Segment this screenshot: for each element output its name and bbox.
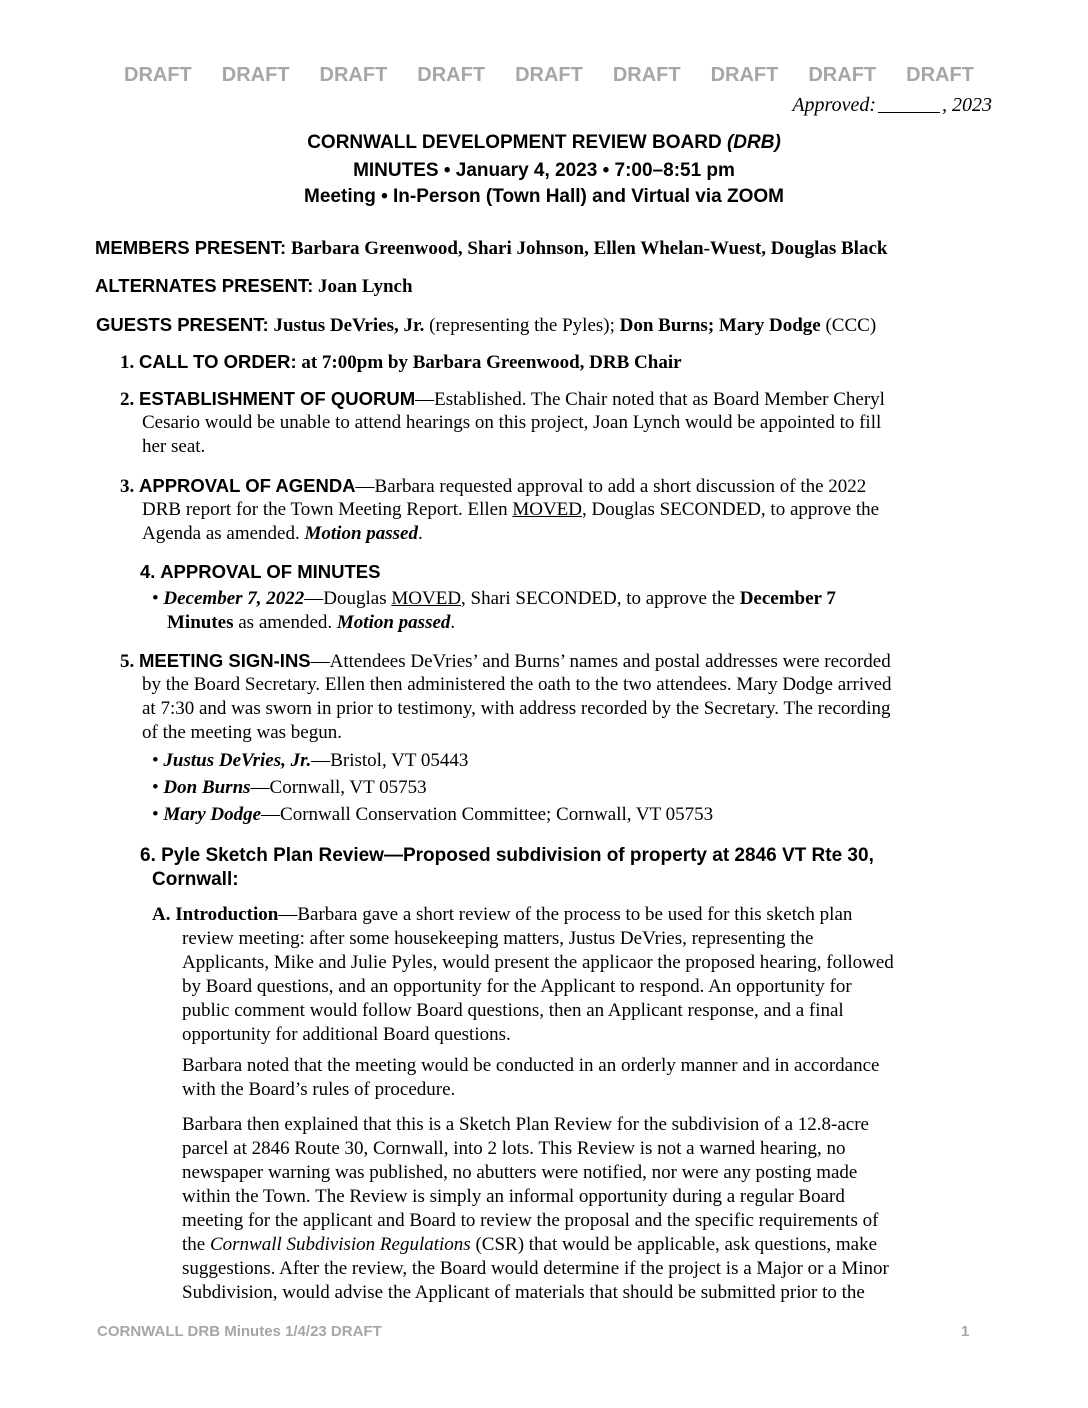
paragraph-line: by Board questions, and an opportunity for the Applicant to respond. An opportunity for <box>182 976 852 997</box>
draft-watermark: DRAFT <box>417 64 486 86</box>
approved-blank <box>878 112 940 113</box>
item-sketch-plan-heading: 6. Pyle Sketch Plan Review—Proposed subdivision of property at 2846 VT Rte 30, <box>140 845 874 866</box>
item-text: of the meeting was begun. <box>142 722 342 743</box>
alternates-present: ALTERNATES PRESENT: Joan Lynch <box>95 275 413 297</box>
item-text: by the Board Secretary. Ellen then administered the oath to the two attendees. Mary Dodge arrived <box>142 674 892 695</box>
item-call-to-order: 1. CALL TO ORDER: at 7:00pm by Barbara Greenwood, DRB Chair <box>120 351 682 373</box>
item-label: CALL TO ORDER <box>139 351 291 372</box>
item-label: APPROVAL OF MINUTES <box>160 561 381 582</box>
attendee-name: Don Burns <box>163 777 251 798</box>
draft-watermark: DRAFT <box>612 64 681 86</box>
regulation-title: Cornwall Subdivision Regulations <box>209 1234 471 1255</box>
meeting-format-line: Meeting • In-Person (Town Hall) and Virtual via ZOOM <box>304 186 784 207</box>
members-label: MEMBERS PRESENT <box>95 237 281 258</box>
draft-watermark-row <box>124 64 974 87</box>
draft-watermark: DRAFT <box>515 64 583 86</box>
title-abbr: (DRB) <box>726 132 781 153</box>
paragraph-line: newspaper warning was published, no abutters were notified, nor were any posting made <box>182 1162 858 1183</box>
draft-watermark: DRAFT <box>319 64 388 86</box>
item-number: 4. <box>140 561 156 582</box>
item-text: —Established. The Chair noted that as Board Member Cheryl <box>415 389 885 410</box>
paragraph-line: Barbara then explained that this is a Sketch Plan Review for the subdivision of a 12.8-acre <box>182 1114 869 1135</box>
members-names: Barbara Greenwood, Shari Johnson, Ellen Whelan-Wuest, Douglas Black <box>290 238 888 259</box>
item-text: at 7:00pm by Barbara Greenwood, DRB Chair <box>301 352 682 373</box>
guest-devries: Justus DeVries, Jr. <box>273 315 425 336</box>
draft-watermark: DRAFT <box>124 64 192 86</box>
paragraph-line: Subdivision, would advise the Applicant of materials that should be submitted prior to the <box>182 1282 865 1303</box>
alternates-label: ALTERNATES PRESENT <box>95 275 308 296</box>
approved-label: Approved: <box>792 94 876 116</box>
attendee-name: Justus DeVries, Jr. <box>163 750 312 771</box>
item-text: —Attendees DeVries’ and Burns’ names and postal addresses were recorded <box>310 651 891 672</box>
draft-watermark: DRAFT <box>710 64 779 86</box>
item-text: Minutes as amended. Motion passed. <box>167 612 456 633</box>
paragraph-line: within the Town. The Review is simply an informal opportunity during a regular Board <box>182 1186 845 1207</box>
motion-result: Motion passed <box>336 612 451 633</box>
draft-watermark: DRAFT <box>906 64 974 86</box>
item-text: Cesario would be unable to attend hearings on this project, Joan Lynch would be appointed to fill <box>142 412 882 433</box>
attendee-name: Mary Dodge <box>163 804 262 825</box>
draft-watermark: DRAFT <box>808 64 877 86</box>
paragraph-line: public comment would follow Board questions, then an Applicant response, and a final <box>182 1000 844 1021</box>
motion-result: Motion passed <box>304 523 418 544</box>
minutes-date-line: MINUTES • January 4, 2023 • 7:00–8:51 pm <box>353 160 735 181</box>
paragraph-line: Barbara noted that the meeting would be conducted in an orderly manner and in accordance <box>182 1055 880 1076</box>
paragraph-line: parcel at 2846 Route 30, Cornwall, into 2 lots. This Review is not a warned hearing, no <box>182 1138 846 1159</box>
guests-present <box>96 313 876 338</box>
footer-title: CORNWALL DRB Minutes 1/4/23 DRAFT <box>97 1323 382 1340</box>
minutes-date: December 7, 2022 <box>163 588 305 609</box>
item-text: Agenda as amended. Motion passed. <box>142 523 423 544</box>
attendee-entry: • Mary Dodge—Cornwall Conservation Committee; Cornwall, VT 05753 <box>152 804 714 825</box>
paragraph-line: the Cornwall Subdivision Regulations (CSR) that would be applicable, ask questions, make <box>182 1234 878 1255</box>
paragraph-line: suggestions. After the review, the Board would determine if the project is a Major or a Minor <box>182 1258 889 1279</box>
draft-watermark: DRAFT <box>221 64 290 86</box>
attendee-entry: • Justus DeVries, Jr.—Bristol, VT 05443 <box>152 750 469 771</box>
item-number: 5. <box>120 651 135 672</box>
item-label: ESTABLISHMENT OF QUORUM <box>139 388 416 409</box>
item-quorum <box>120 387 885 412</box>
alternates-names: Joan Lynch <box>318 276 413 297</box>
minutes-approval-bullet: • December 7, 2022—Douglas MOVED, Shari SECONDED, to approve the December 7 <box>152 588 836 609</box>
approved-year: , 2023 <box>942 94 992 116</box>
item-sketch-plan-heading-cont: Cornwall: <box>152 869 239 890</box>
members-present: MEMBERS PRESENT: Barbara Greenwood, Shari Johnson, Ellen Whelan-Wuest, Douglas Black <box>95 237 888 259</box>
guest-burns-dodge: Don Burns; Mary Dodge <box>619 315 821 336</box>
item-label: APPROVAL OF AGENDA <box>139 475 356 496</box>
approved-line <box>792 94 992 117</box>
section-introduction: A. Introduction—Barbara gave a short review of the process to be used for this sketch plan <box>152 904 853 925</box>
paragraph-line: opportunity for additional Board questions. <box>182 1024 511 1045</box>
attendee-entry: • Don Burns—Cornwall, VT 05753 <box>152 777 427 798</box>
item-text: at 7:30 and was sworn in prior to testimony, with address recorded by the Secretary. The recording <box>142 698 891 719</box>
item-label: MEETING SIGN-INS <box>139 650 311 671</box>
item-minutes <box>140 560 381 585</box>
attendee-address: —Cornwall Conservation Committee; Cornwall, VT 05753 <box>261 804 714 825</box>
item-sign-ins <box>120 649 891 674</box>
paragraph-line: review meeting: after some housekeeping matters, Justus DeVries, representing the <box>182 928 814 949</box>
item-number: 1. <box>120 352 135 373</box>
paragraph-line: with the Board’s rules of procedure. <box>182 1079 456 1100</box>
attendee-address: —Cornwall, VT 05753 <box>250 777 427 798</box>
document-title <box>0 132 1088 154</box>
attendee-address: —Bristol, VT 05443 <box>311 750 469 771</box>
item-text: DRB report for the Town Meeting Report. Ellen MOVED, Douglas SECONDED, to approve the <box>142 499 880 520</box>
moved-text: MOVED <box>391 588 462 609</box>
guest-dodge-note: (CCC) <box>820 315 877 336</box>
paragraph-line: meeting for the applicant and Board to review the proposal and the specific requirements of <box>182 1210 879 1231</box>
guest-devries-note: (representing the Pyles); <box>424 315 620 336</box>
item-number: 2. <box>120 389 135 410</box>
item-text: —Barbara requested approval to add a short discussion of the 2022 <box>355 476 867 497</box>
moved-text: MOVED <box>512 499 583 520</box>
item-agenda <box>120 474 866 499</box>
guests-label: GUESTS PRESENT: <box>96 314 269 335</box>
item-text: her seat. <box>142 436 206 457</box>
item-number: 3. <box>120 476 135 497</box>
title-main: CORNWALL DEVELOPMENT REVIEW BOARD <box>307 132 727 153</box>
page-number: 1 <box>961 1323 970 1340</box>
paragraph-line: Applicants, Mike and Julie Pyles, would present the applicaor the proposed hearing, followed <box>182 952 894 973</box>
section-title: Introduction <box>175 904 279 925</box>
